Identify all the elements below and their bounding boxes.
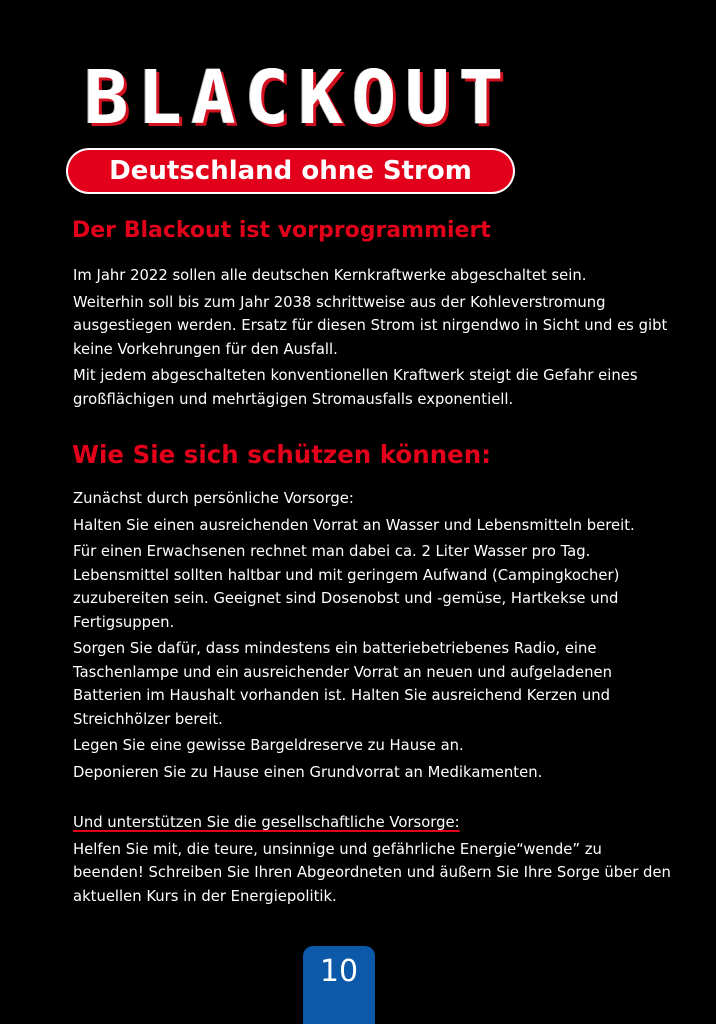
page-number: 10 — [319, 954, 359, 989]
page-number-badge — [303, 946, 375, 1024]
section-blackout-body — [73, 264, 673, 414]
subtitle-text: Deutschland ohne Strom — [109, 156, 472, 186]
paragraph: Sorgen Sie dafür, dass mindestens ein batteriebetriebenes Radio, eine Taschenlampe und ein ausreichender Vorrat an neuen und aufgeladenen Batterien im Haushalt vorhanden ist. Halten Sie ausreichend Kerzen und Streichhölzer bereit. — [73, 640, 612, 728]
subtitle-banner — [68, 150, 513, 192]
paragraph: Legen Sie eine gewisse Bargeldreserve zu Hause an. — [73, 737, 464, 754]
underlined-subheading: Und unterstützen Sie die gesellschaftliche Vorsorge: — [73, 814, 460, 831]
section-heading-blackout: Der Blackout ist vorprogrammiert — [72, 218, 491, 243]
paragraph: Für einen Erwachsenen rechnet man dabei ca. 2 Liter Wasser pro Tag. Lebensmittel sollten haltbar und mit geringem Aufwand (Campingkocher) zuzubereiten sein. Geeignet sind Dosenobst und -gemüse, Hartkekse und Fertigsuppen. — [73, 543, 620, 631]
paragraph: Helfen Sie mit, die teure, unsinnige und gefährliche Energie“wende” zu beenden! Schreiben Sie Ihren Abgeordneten und äußern Sie Ihre Sorge über den aktuellen Kurs in der Energiepolitik. — [73, 840, 671, 905]
paragraph: Deponieren Sie zu Hause einen Grundvorrat an Medikamenten. — [73, 763, 543, 781]
paragraph: Zunächst durch persönliche Vorsorge: — [73, 490, 354, 507]
paragraph: Weiterhin soll bis zum Jahr 2038 schrittweise aus der Kohleverstromung ausgestiegen werden. Ersatz für diesen Strom ist nirgendwo in Sicht und es gibt keine Vorkehrungen für den Ausfall. — [73, 293, 668, 358]
paragraph: Halten Sie einen ausreichenden Vorrat an Wasser und Lebensmitteln bereit. — [73, 516, 635, 534]
section-heading-protection: Wie Sie sich schützen können: — [72, 440, 491, 469]
paragraph: Mit jedem abgeschalteten konventionellen Kraftwerk steigt die Gefahr eines großflächigen und mehrtägigen Stromausfalls exponentiell. — [73, 367, 638, 408]
section-protection-body — [73, 487, 673, 787]
paragraph: Im Jahr 2022 sollen alle deutschen Kernkraftwerke abgeschaltet sein. — [73, 267, 587, 284]
section-social-body — [73, 811, 673, 911]
page-title: BLACKOUT — [84, 55, 513, 141]
